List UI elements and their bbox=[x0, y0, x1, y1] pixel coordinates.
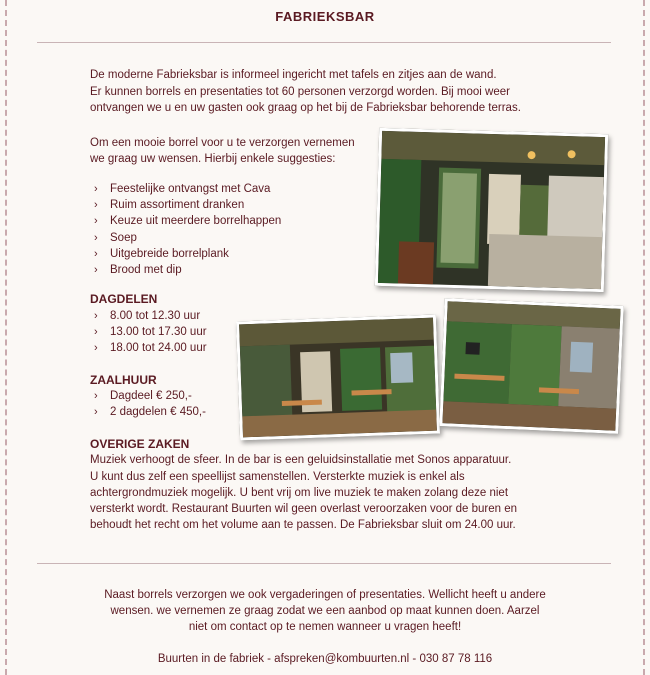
chevron-right-icon: › bbox=[94, 264, 98, 277]
suggestions-list bbox=[90, 181, 281, 278]
right-stitched-border bbox=[643, 0, 645, 675]
chevron-right-icon: › bbox=[94, 183, 98, 195]
list-item: › Dagdeel € 250,- bbox=[90, 388, 206, 404]
list-item: › Keuze uit meerdere borrelhappen bbox=[90, 213, 281, 229]
bar-interior-photo-image bbox=[378, 131, 605, 289]
list-item: › Ruim assortiment dranken bbox=[90, 197, 281, 213]
chevron-right-icon: › bbox=[94, 390, 98, 402]
list-item: › 13.00 tot 17.30 uur bbox=[90, 324, 207, 340]
dagdelen-heading: DAGDELEN bbox=[90, 292, 158, 306]
dagdelen-list bbox=[90, 308, 207, 357]
list-item: › Uitgebreide borrelplank bbox=[90, 246, 281, 262]
chevron-right-icon: › bbox=[94, 406, 98, 419]
chevron-right-icon: › bbox=[94, 199, 98, 212]
list-item: › Soep bbox=[90, 230, 281, 246]
overige-heading: OVERIGE ZAKEN bbox=[90, 437, 190, 451]
chevron-right-icon: › bbox=[94, 215, 98, 228]
bar-interior-photo bbox=[375, 128, 608, 292]
contact-line: Buurten in de fabriek - afspreken@kombuurten.nl - 030 87 78 116 bbox=[157, 653, 493, 665]
overige-line: behoudt het recht om het volume aan te passen. De Fabrieksbar sluit om 24.00 uur. bbox=[90, 519, 516, 531]
overige-line: versterkt wordt. Restaurant Buurten wil geen overlast veroorzaken voor de buren en bbox=[90, 503, 517, 515]
zaalhuur-list bbox=[90, 388, 206, 420]
list-item: › 18.00 tot 24.00 uur bbox=[90, 340, 207, 356]
overige-line: Muziek verhoogt de sfeer. In de bar is een geluidsinstallatie met Sonos apparatuur. bbox=[90, 454, 512, 466]
chevron-right-icon: › bbox=[94, 247, 98, 260]
chevron-right-icon: › bbox=[94, 310, 98, 322]
top-divider bbox=[37, 42, 611, 43]
bar-tables-photo-image bbox=[442, 301, 620, 430]
list-item: › Brood met dip bbox=[90, 262, 281, 278]
overige-line: achtergrondmuziek mogelijk. U bent vrij om live muziek te maken zolang deze niet bbox=[90, 487, 509, 499]
list-item: › 2 dagdelen € 450,- bbox=[90, 404, 206, 420]
chevron-right-icon: › bbox=[94, 231, 98, 244]
suggest-intro-line: we graag uw wensen. Hierbij enkele suggesties: bbox=[90, 153, 336, 165]
chevron-right-icon: › bbox=[94, 342, 98, 355]
page-title: FABRIEKSBAR bbox=[275, 9, 375, 24]
intro-line: Er kunnen borrels en presentaties tot 60 personen verzorgd worden. Bij mooi weer bbox=[90, 86, 510, 98]
intro-line: ontvangen we u en uw gasten ook graag op het bij de Fabrieksbar behorende terras. bbox=[90, 102, 521, 114]
footer-line: Naast borrels verzorgen we ook vergaderingen of presentaties. Wellicht heeft u andere bbox=[104, 589, 546, 601]
list-item: › Feestelijke ontvangst met Cava bbox=[90, 181, 281, 197]
intro-line: De moderne Fabrieksbar is informeel ingericht met tafels en zitjes aan de wand. bbox=[90, 69, 497, 81]
overige-line: U kunt dus zelf een speellijst samenstellen. Versterkte muziek is enkel als bbox=[90, 471, 465, 483]
bar-tables-photo bbox=[439, 298, 623, 434]
bottom-divider bbox=[37, 563, 611, 564]
footer-line: niet om contact op te nemen wanneer u vragen heeft! bbox=[188, 621, 462, 633]
left-stitched-border bbox=[5, 0, 7, 675]
chevron-right-icon: › bbox=[94, 326, 98, 339]
suggest-intro-line: Om een mooie borrel voor u te verzorgen vernemen bbox=[90, 137, 355, 149]
footer-line: wensen. we vernemen ze graag zodat we een aanbod op maat kunnen doen. Aarzel bbox=[110, 605, 540, 617]
zaalhuur-heading: ZAALHUUR bbox=[90, 373, 157, 387]
bar-seating-photo-image bbox=[239, 318, 437, 438]
bar-seating-photo bbox=[236, 315, 440, 441]
list-item: › 8.00 tot 12.30 uur bbox=[90, 308, 207, 324]
